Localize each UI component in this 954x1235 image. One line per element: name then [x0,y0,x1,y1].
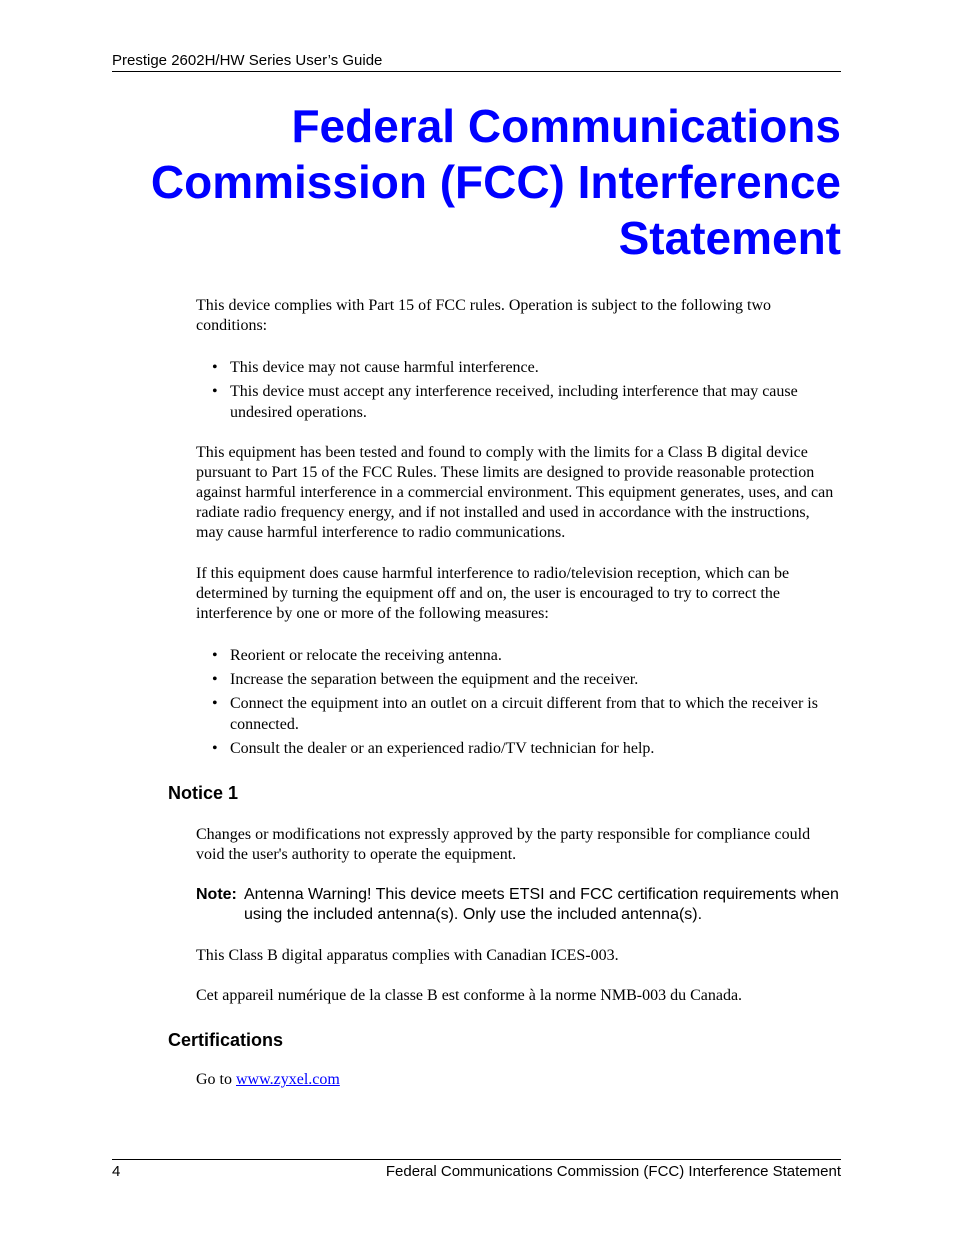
running-header: Prestige 2602H/HW Series User’s Guide [112,52,383,69]
canada-ices-paragraph: This Class B digital apparatus complies with Canadian ICES-003. [196,947,619,964]
bullet-icon: • [212,740,218,757]
list-item: • This device may not cause harmful interference. [212,359,539,376]
notice-1-paragraph: Changes or modifications not expressly approved by the party responsible for compliance could void the user's authority to operate the equipment. [196,826,811,863]
chapter-title [112,98,841,266]
zyxel-website-link[interactable]: www.zyxel.com [236,1071,340,1088]
list-item: • Increase the separation between the equipment and the receiver. [212,671,639,688]
footer-rule [112,1159,841,1160]
canada-nmb-paragraph: Cet appareil numérique de la classe B est conforme à la norme NMB-003 du Canada. [196,987,743,1004]
footer-chapter-title: Federal Communications Commission (FCC) Interference Statement [385,1163,841,1180]
bullet-icon: • [212,671,218,688]
title-line-1: Federal Communications [291,100,841,152]
title-line-2: Commission (FCC) Interference [150,156,841,208]
notice-1-heading: Notice 1 [168,783,239,803]
bullet-icon: • [212,359,218,376]
list-item: • Consult the dealer or an experienced radio/TV technician for help. [212,740,655,757]
intro-paragraph: This device complies with Part 15 of FCC rules. Operation is subject to the following two conditions: [196,297,772,334]
list-item: • Connect the equipment into an outlet on a circuit different from that to which the receiver is connected. [212,695,818,733]
title-line-3: Statement [618,212,841,264]
certifications-heading: Certifications [168,1030,284,1050]
measures-intro-paragraph: If this equipment does cause harmful interference to radio/television reception, which can be determined by turning the equipment off and on, the user is encouraged to try to correct the interference by one or more of the following measures: [196,565,790,622]
bullet-icon: • [212,647,218,664]
header-rule [112,71,841,72]
certifications-prefix: Go to [196,1071,236,1088]
antenna-note [196,885,841,925]
note-text: Antenna Warning! This device meets ETSI and FCC certification requirements when using the included antenna(s). Only use the included antenna(s). [244,886,839,923]
bullet-icon: • [212,383,218,400]
conditions-list [212,357,841,426]
page-number: 4 [112,1163,121,1180]
class-b-paragraph: This equipment has been tested and found to comply with the limits for a Class B digital device pursuant to Part 15 of the FCC Rules. These limits are designed to provide reasonable protection against harmful interference in a commercial environment. This equipment generates, uses, and can radiate radio frequency energy, and if not installed and used in accordance with the instructions, may cause harmful interference to radio communications. [196,444,834,541]
list-item: • This device must accept any interference received, including interference that may cause undesired operations. [212,383,798,421]
list-item: • Reorient or relocate the receiving antenna. [212,647,502,664]
certifications-paragraph [196,1070,841,1090]
note-label: Note: [196,886,237,903]
measures-list [212,645,841,762]
bullet-icon: • [212,695,218,712]
